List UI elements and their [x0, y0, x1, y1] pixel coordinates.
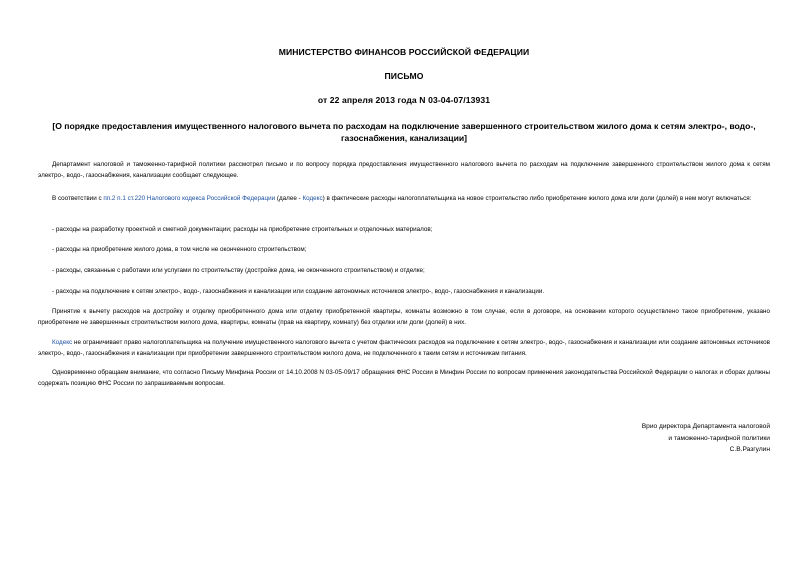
list-item: - расходы на приобретение жилого дома, в том числе не оконченного строительством; — [52, 246, 307, 253]
code-link[interactable]: Кодекс — [302, 195, 323, 202]
paragraph-intro: Департамент налоговой и таможенно-тарифной политики рассмотрел письмо и по вопросу порядка предоставления имущественного налогового вычета по расходам на подключение завершенного строительством жилого дома к сетям электро-, водо-, газоснабжения, канализации сообщает следующее. — [38, 161, 770, 179]
signature-position: Врио директора Департамента налоговой — [641, 423, 770, 430]
paragraph-code-right — [38, 338, 770, 359]
list-item: - расходы на разработку проектной и сметной документации; расходы на приобретение строительных и отделочных материалов; — [52, 226, 433, 233]
paragraph-expenses-start: В соответствии с — [52, 195, 104, 202]
signature-department: и таможенно-тарифной политики — [668, 434, 770, 442]
paragraph-expenses-mid: (далее - — [275, 195, 303, 202]
document-page — [38, 0, 770, 571]
list-item: - расходы на подключение к сетям электро-, водо-, газоснабжения и канализации или создание автономных источников электро-, водо-, газоснабжения и канализации. — [52, 288, 545, 295]
paragraph-code-right-text: не ограничивает право налогоплательщика на получение имущественного налогового вычета с учетом фактических расходов на подключение к сетям электро-, водо-, газоснабжения и канализации или создание автономных источников электро-, водо-, газоснабжения и канализации при приобретении завершенного строительством жилого дома, не подключенного к таким сетям и источникам питания. — [38, 339, 770, 357]
document-title: [О порядке предоставления имущественного налогового вычета по расходам на подключение завершенного строительством жилого дома к сетям электро-, водо-, газоснабжения, канализации] — [52, 121, 756, 143]
doc-date-number: от 22 апреля 2013 года N 03-04-07/13931 — [317, 95, 491, 105]
code-link[interactable]: Кодекс — [52, 339, 73, 346]
paragraph-expenses-end: ) в фактические расходы налогоплательщика на новое строительство либо приобретение жилого дома или доли (долей) в нем могут включаться: — [322, 195, 752, 202]
doc-type-heading: ПИСЬМО — [384, 71, 424, 81]
paragraph-expenses — [38, 194, 770, 205]
signature-name: С.В.Разгулин — [729, 446, 770, 453]
list-item: - расходы, связанные с работами или услугами по строительству (достройке дома, не оконченного строительством) и отделке; — [52, 267, 425, 274]
paragraph-attention: Одновременно обращаем внимание, что согласно Письму Минфина России от 14.10.2008 N 03-05-09/17 обращения ФНС России в Минфин России по вопросам применения законодательства Российской Федерации о налогах и сборах должны содержать позицию ФНС России по запрашиваемым вопросам. — [38, 369, 770, 387]
ministry-heading: МИНИСТЕРСТВО ФИНАНСОВ РОССИЙСКОЙ ФЕДЕРАЦИИ — [278, 47, 530, 57]
paragraph-completion: Принятие к вычету расходов на достройку и отделку приобретенного дома или отделку приобретенной квартиры, комнаты возможно в том случае, если в договоре, на основании которого осуществлено такое приобретение, указано приобретение не завершенных строительством жилого дома, квартиры, комнаты (прав на квартиру, комнату) без отделки или доли (долей) в них. — [38, 308, 770, 326]
tax-code-article-link[interactable]: пп.2 п.1 ст.220 Налогового кодекса Российской Федерации — [103, 195, 276, 202]
signature-block — [642, 421, 770, 456]
